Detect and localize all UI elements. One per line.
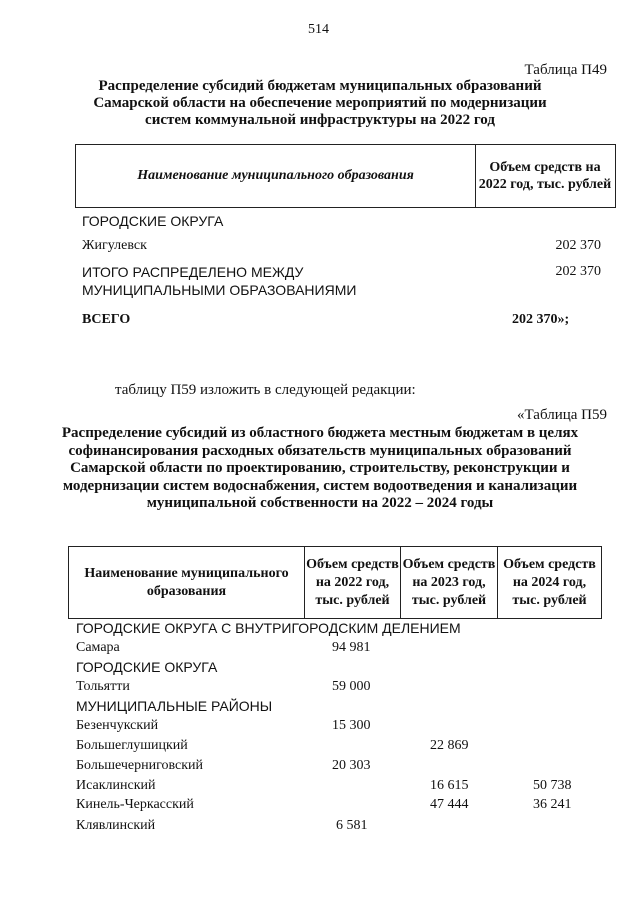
- table2-row-2023: 16 615: [430, 778, 469, 793]
- table2-row-2024: 50 738: [533, 778, 572, 793]
- table1-row-name: Жигулевск: [82, 238, 147, 253]
- table1-total-value: 202 370: [555, 264, 601, 279]
- table2-header-2023: Объем средств на 2023 год, тыс. рублей: [401, 547, 498, 618]
- table2-section: ГОРОДСКИЕ ОКРУГА: [76, 659, 218, 675]
- table2-header-name: Наименование муниципального образования: [69, 547, 305, 618]
- table1-section: ГОРОДСКИЕ ОКРУГА: [82, 213, 224, 229]
- table2-row-name: Самара: [76, 640, 120, 655]
- table2-row-name: Большеглушицкий: [76, 738, 188, 753]
- table2-label: «Таблица П59: [517, 407, 607, 423]
- table2-row-2024: 36 241: [533, 797, 572, 812]
- table2-header-2024: Объем средств на 2024 год, тыс. рублей: [503, 556, 596, 608]
- table1-grand-total-value: 202 370»;: [512, 312, 570, 327]
- table2-row-name: Кинель-Черкасский: [76, 797, 194, 812]
- table1-label: Таблица П49: [524, 62, 607, 78]
- table2-header: [68, 546, 602, 619]
- table2-row-name: Клявлинский: [76, 818, 156, 833]
- table1-header-amount: Объем средств на 2022 год, тыс. рублей: [478, 160, 612, 192]
- table2-row-2022: 94 981: [332, 640, 371, 655]
- table2-row-2022: 15 300: [332, 718, 371, 733]
- table1-header-name: Наименование муниципального образования: [76, 145, 476, 207]
- table2-section: МУНИЦИПАЛЬНЫЕ РАЙОНЫ: [76, 698, 273, 714]
- table2-row-name: Тольятти: [76, 679, 130, 694]
- table2-row-2023: 47 444: [430, 797, 469, 812]
- table1-title: Распределение субсидий бюджетам муниципальных образований Самарской области на обеспечение мероприятий по модернизации систем коммунальной инфраструктуры на 2022 год: [93, 78, 547, 128]
- table1-row-value: 202 370: [555, 238, 601, 253]
- table2-row-name: Исаклинский: [76, 778, 156, 793]
- table2-row-name: Безенчукский: [76, 718, 159, 733]
- table2-title: Распределение субсидий из областного бюджета местным бюджетам в целях софинансирования расходных обязательств муниципальных образований Самарской области по проектированию, строительству, реконструкции и модернизации систем водоснабжения, систем водоотведения и канализации муниципальной собственности на 2022 – 2024 годы: [61, 425, 579, 511]
- table2-section: ГОРОДСКИЕ ОКРУГА С ВНУТРИГОРОДСКИМ ДЕЛЕНИЕМ: [76, 620, 461, 636]
- table1-total-label-line1: ИТОГО РАСПРЕДЕЛЕНО МЕЖДУ: [82, 264, 304, 280]
- table1-grand-total-label: ВСЕГО: [82, 312, 131, 327]
- table1-header: [75, 144, 616, 208]
- page-number: 514: [308, 22, 329, 37]
- table2-header-2022: Объем средств на 2022 год, тыс. рублей: [305, 547, 401, 618]
- intro-text: таблицу П59 изложить в следующей редакции:: [115, 382, 416, 398]
- table2-row-2022: 6 581: [336, 818, 368, 833]
- table2-row-name: Большечерниговский: [76, 758, 204, 773]
- table2-row-2022: 20 303: [332, 758, 371, 773]
- table2-row-2022: 59 000: [332, 679, 371, 694]
- table1-total-label-line2: МУНИЦИПАЛЬНЫМИ ОБРАЗОВАНИЯМИ: [82, 282, 357, 298]
- table2-row-2023: 22 869: [430, 738, 469, 753]
